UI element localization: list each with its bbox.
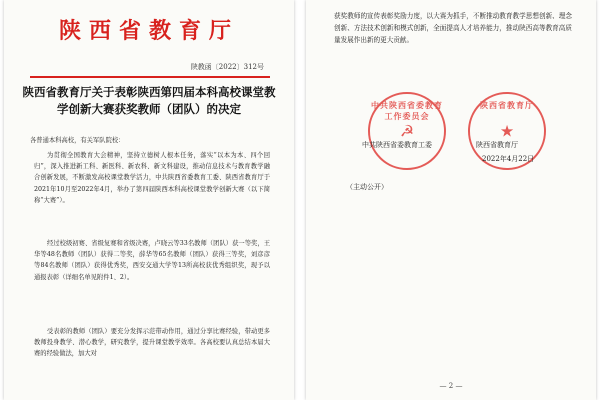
document-page-2: [306, 0, 596, 400]
signatory-right: 陕西省教育厅: [476, 141, 518, 149]
seal-text: 中共陕西省委教育工作委员会: [371, 100, 443, 121]
star-icon: ★: [499, 121, 515, 141]
document-number: 陕教函〔2022〕312号: [190, 63, 264, 71]
document-date: 2022年4月22日: [482, 155, 535, 163]
page-number: — 2 —: [439, 382, 463, 390]
body-paragraph-1: 为贯彻全国教育大会精神，坚持立德树人根本任务，落实“以本为本、四个回归”，深入推进新工科、新医科、新农科、新文科建设，推动信息技术与教育教学融合创新发展，不断激发高校课堂教学活力，中共陕西省委教育工委、陕西省教育厅于2021年10月至2022年4月，举办了第四届陕西本科高校课堂教学创新大赛（以下简称“大赛”）。: [34, 152, 270, 204]
document-page-1: [4, 0, 294, 400]
body-paragraph-2: 经过校级初赛、省级复赛和省级决赛，卢晓云等33名教师（团队）获一等奖，王华等48名教师（团队）获得二等奖，薛华等65名教师（团队）获得三等奖，刘彦彦等84名教师（团队）获得优秀奖，西安交通大学等13所高校获优秀组织奖，现予以通报表彰（详细名单见附件1、2）。: [34, 240, 270, 281]
continuation-paragraph: 获奖教师的宣传表彰奖励力度，以大赛为抓手，不断推动教育教学思想创新、理念创新、方法技术创新和模式创新，全面提高人才培养能力，推动陕西高等教育高质量发展作出新的更大贡献。: [334, 12, 572, 44]
party-committee-seal: [368, 92, 446, 170]
document-title: 陕西省教育厅关于表彰陕西第四届本科高校课堂教学创新大赛获奖教师（团队）的决定: [22, 85, 276, 116]
salutation: 各普通本科高校，有关军队院校：: [30, 137, 125, 144]
signatory-left: 中共陕西省委教育工委: [362, 141, 432, 149]
seal-text: 陕西省教育厅: [480, 100, 534, 110]
body-paragraph-3: 受表彰的教师（团队）要充分发挥示范带动作用，通过分享比赛经验，带动更多教师投身教学、潜心教学，研究教学，提升课堂教学效率。各高校要认真总结本届大赛的经验做法，加大对: [34, 328, 270, 358]
party-emblem-icon: ☭: [399, 121, 415, 141]
disclosure-note: （主动公开）: [346, 183, 388, 191]
red-divider-line: [30, 76, 270, 78]
red-header-title: 陕西省教育厅: [58, 18, 239, 44]
